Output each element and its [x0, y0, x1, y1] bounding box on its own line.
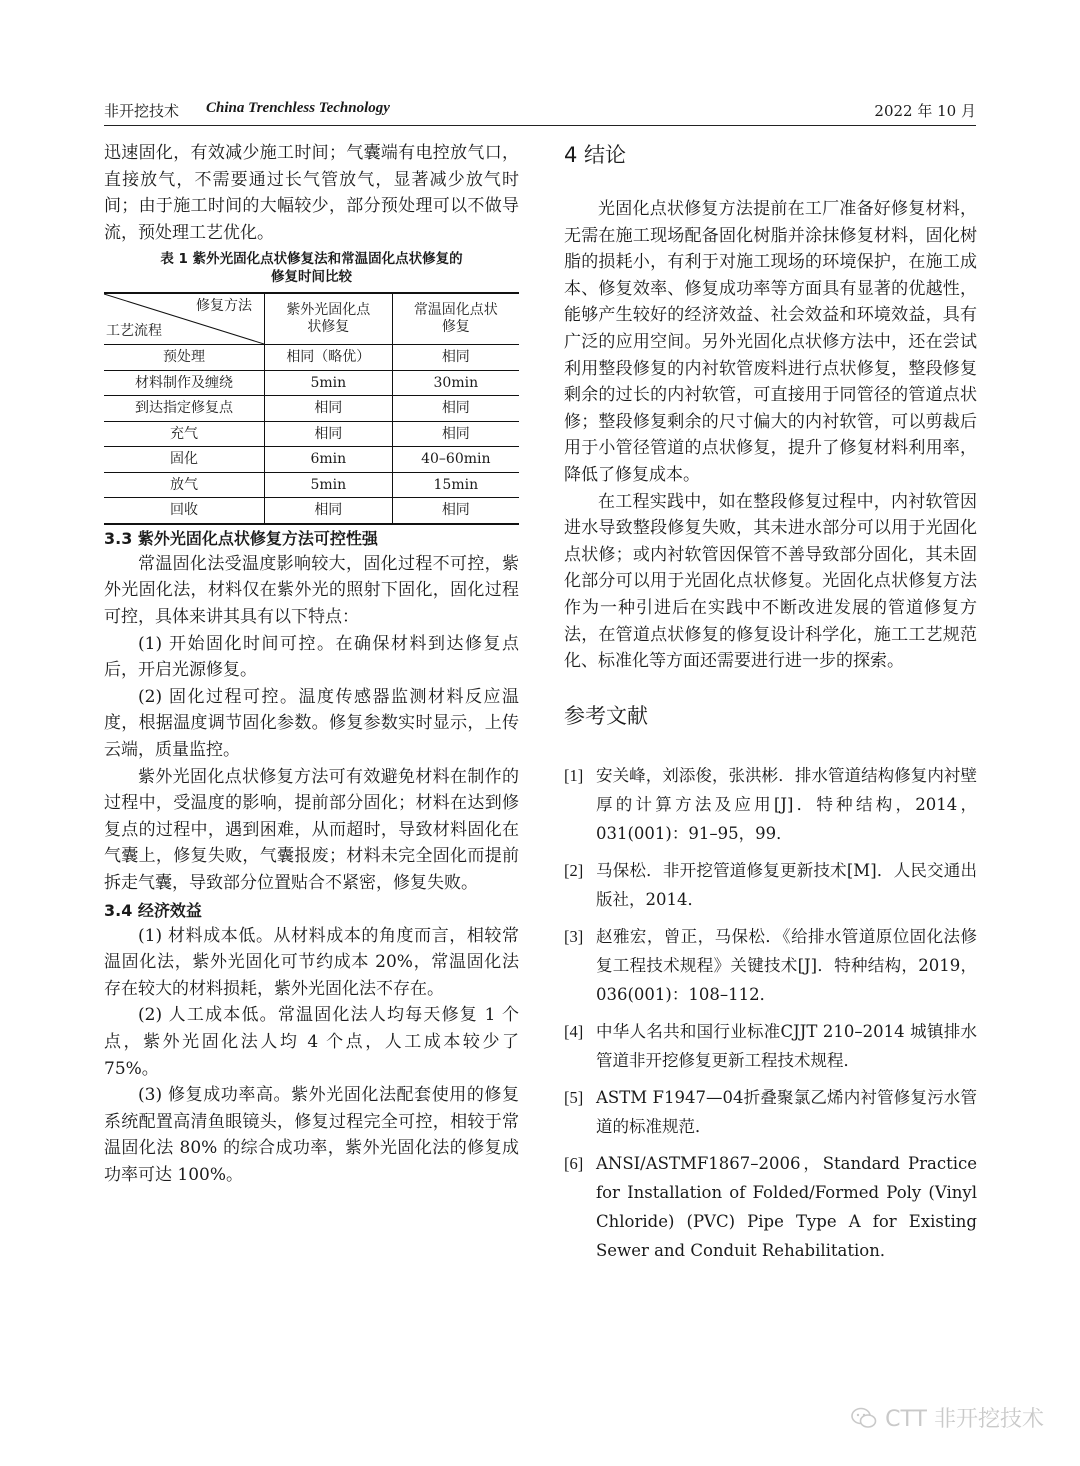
reference-item: [4] 中华人名共和国行业标准CJJT 210–2014 城镇排水管道非开挖修复更新工程技术规程． — [564, 1021, 977, 1070]
wechat-icon — [851, 1407, 877, 1429]
cell-uv: 5min — [265, 370, 393, 396]
cell-uv: 相同 — [265, 396, 393, 422]
table-row — [104, 421, 519, 447]
table-row — [104, 472, 519, 498]
intro-paragraph: 迅速固化，有效减少施工时间；气囊端有电控放气口，直接放气，不需要通过长气管放气，显著减少放气时间；由于施工时间的大幅较少，部分预处理可以不做导流，预处理工艺优化。 — [104, 143, 519, 243]
cell-normal: 相同 — [392, 396, 519, 422]
section-3-3-title: 3.3 紫外光固化点状修复方法可控性强 — [104, 528, 378, 548]
cell-step: 放气 — [104, 472, 265, 498]
diagonal-header-cell — [104, 293, 265, 345]
journal-name-cn: 非开挖技术 — [104, 102, 180, 120]
table-row — [104, 498, 519, 524]
table-row — [104, 370, 519, 396]
diag-header-process: 工艺流程 — [106, 323, 162, 340]
section-4-title: 4 结论 — [564, 143, 627, 167]
table-caption-line2: 修复时间比较 — [271, 269, 352, 286]
page-header — [104, 96, 976, 126]
col-header-normal: 常温固化点状 修复 — [392, 293, 519, 345]
cell-normal: 相同 — [392, 421, 519, 447]
diag-header-method: 修复方法 — [196, 298, 252, 315]
cell-normal: 相同 — [392, 345, 519, 371]
cell-normal: 40–60min — [392, 447, 519, 473]
reference-item: [5] ASTM F1947—04折叠聚氯乙烯内衬管修复污水管道的标准规范． — [564, 1087, 977, 1136]
cell-uv: 相同 — [265, 421, 393, 447]
watermark-text: CTT 非开挖技术 — [885, 1407, 1044, 1432]
table-row — [104, 447, 519, 473]
header-rule — [104, 125, 976, 126]
cell-uv: 6min — [265, 447, 393, 473]
reference-item: [3] 赵雅宏，曾正，马保松．《给排水管道原位固化法修复工程技术规程》关键技术[J]．特种结构，2019，036(001)：108–112． — [564, 926, 977, 1004]
cell-step: 固化 — [104, 447, 265, 473]
section-3-3-paragraph-2: 紫外光固化点状修复方法可有效避免材料在制作的过程中，受温度的影响，提前部分固化；材料在达到修复点的过程中，遇到困难，从而超时，导致材料固化在气囊上，修复失败，气囊报废；材料未完全固化而提前拆走气囊，导致部分位置贴合不紧密，修复失败。 — [104, 766, 519, 893]
left-column — [104, 140, 519, 1189]
reference-item: [6] ANSI/ASTMF1867–2006，Standard Practice for Installation of Folded/Formed Poly (Vinyl Chloride) (PVC) Pipe Type A for Existing Sewer and Conduit Rehabilitation． — [564, 1153, 977, 1260]
cell-uv: 相同（略优） — [265, 345, 393, 371]
cell-step: 到达指定修复点 — [104, 396, 265, 422]
reference-item: [1] 安关峰，刘添俊，张洪彬．排水管道结构修复内衬壁厚的计算方法及应用[J]．特种结构，2014，031(001)：91–95，99． — [564, 765, 977, 843]
comparison-table — [104, 292, 519, 525]
cell-normal: 30min — [392, 370, 519, 396]
cell-step: 材料制作及缠绕 — [104, 370, 265, 396]
table-row — [104, 396, 519, 422]
table-header-row — [104, 293, 519, 345]
col-header-uv: 紫外光固化点 状修复 — [265, 293, 393, 345]
section-3-4-title: 3.4 经济效益 — [104, 900, 202, 920]
watermark — [851, 1402, 1044, 1433]
cell-step: 充气 — [104, 421, 265, 447]
section-3-4-item-3: (3) 修复成功率高。紫外光固化法配套使用的修复系统配置高清鱼眼镜头，修复过程完全可控，相较于常温固化法 80% 的综合成功率，紫外光固化法的修复成功率可达 100%。 — [104, 1085, 519, 1185]
cell-uv: 5min — [265, 472, 393, 498]
cell-normal: 15min — [392, 472, 519, 498]
section-4-paragraph-2: 在工程实践中，如在整段修复过程中，内衬软管因进水导致整段修复失败，其未进水部分可以用于光固化点状修；或内衬软管因保管不善导致部分固化，其未固化部分可以用于光固化点状修复。光固化点状修复方法作为一种引进后在实践中不断改进发展的管道修复方法，在管道点状修复的修复设计科学化，施工工艺规范化、标准化等方面还需要进行进一步的探索。 — [564, 491, 977, 672]
cell-normal: 相同 — [392, 498, 519, 524]
table-caption-line1: 表 1 紫外光固化点状修复法和常温固化点状修复的 — [160, 251, 463, 268]
section-3-3-item-2: (2) 固化过程可控。温度传感器监测材料反应温度，根据温度调节固化参数。修复参数实时显示，上传云端，质量监控。 — [104, 686, 519, 761]
reference-item: [2] 马保松．非开挖管道修复更新技术[M]．人民交通出版社，2014． — [564, 860, 977, 909]
references-title: 参考文献 — [564, 703, 648, 728]
section-3-4-item-2: (2) 人工成本低。常温固化法人均每天修复 1 个点，紫外光固化法人均 4 个点，人工成本较少了 75%。 — [104, 1005, 519, 1079]
table-row — [104, 345, 519, 371]
section-3-3-item-1: (1) 开始固化时间可控。在确保材料到达修复点后，开启光源修复。 — [104, 633, 519, 681]
cell-step: 回收 — [104, 498, 265, 524]
journal-name-en: China Trenchless Technology — [206, 100, 390, 116]
issue-date: 2022 年 10 月 — [874, 102, 976, 120]
cell-step: 预处理 — [104, 345, 265, 371]
section-3-3-paragraph-1: 常温固化法受温度影响较大，固化过程不可控，紫外光固化法，材料仅在紫外光的照射下固化，固化过程可控，具体来讲其具有以下特点： — [104, 553, 519, 628]
reference-list — [564, 761, 977, 1265]
section-4-paragraph-1: 光固化点状修复方法提前在工厂准备好修复材料，无需在施工现场配备固化树脂并涂抹修复材料，固化树脂的损耗小，有利于对施工现场的环境保护，在施工成本、修复效率、修复成功率等方面具有显著的优越性，能够产生较好的经济效益、社会效益和环境效益，具有广泛的应用空间。另外光固化点状修方法中，还在尝试利用整段修复的内衬软管废料进行点状修复，整段修复剩余的过长的内衬软管，可直接用于同管径的管道点状修；整段修复剩余的尺寸偏大的内衬软管，可以剪裁后用于小管径管道的点状修复，提升了修复材料利用率，降低了修复成本。 — [564, 199, 977, 485]
right-column — [564, 140, 977, 1265]
cell-uv: 相同 — [265, 498, 393, 524]
table-caption — [104, 250, 519, 286]
section-3-4-item-1: (1) 材料成本低。从材料成本的角度而言，相较常温固化法，紫外光固化可节约成本 20%，常温固化法存在较大的材料损耗，紫外光固化法不存在。 — [104, 925, 519, 999]
